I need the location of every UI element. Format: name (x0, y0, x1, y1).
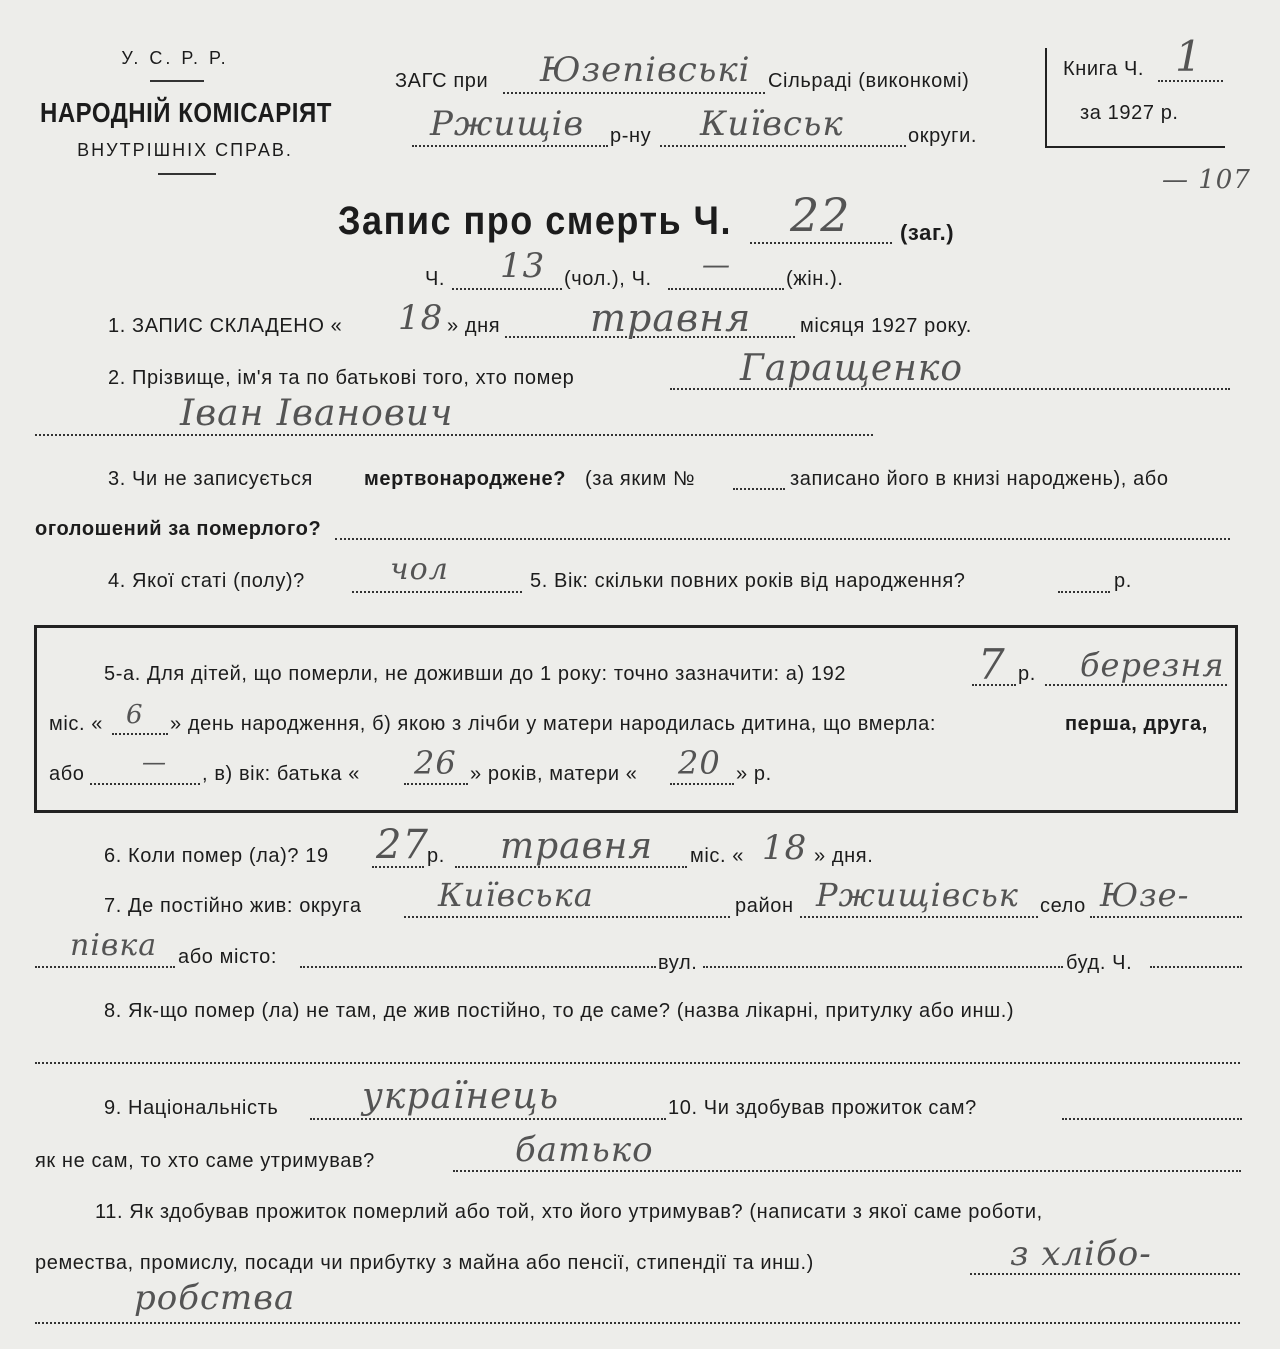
f5a-line1: 5-а. Для дітей, що померли, не доживши до 1 року: точно зазначити: а) 192 (104, 663, 847, 685)
f6-end: » дня. (814, 845, 874, 867)
f7-selo-handwritten: Юзе- (1100, 876, 1190, 914)
header-divider (150, 80, 204, 82)
f2-name-handwritten: Іван Іванович (180, 393, 454, 434)
f3-declared-dead: оголошений за померлого? (35, 518, 322, 540)
f5a-mis: міс. « (49, 713, 104, 735)
f11-line1: 11. Як здобував прожиток померлий або той, хто його утримував? (написати з якої саме роботи, (95, 1201, 1043, 1223)
f5a-order-handwritten: — (142, 748, 167, 776)
book-bracket-vertical (1045, 48, 1047, 148)
record-number-line (750, 242, 892, 244)
f3-stillborn: мертвонароджене? (364, 468, 567, 490)
f5a-day-handwritten: 6 (126, 700, 144, 730)
f5a-line3a: , в) вік: батька « (202, 763, 360, 785)
male-prefix: Ч. (425, 268, 446, 290)
f10-who-handwritten: батько (515, 1130, 654, 1170)
record-number-handwritten: 22 (790, 188, 851, 242)
book-label: Книга Ч. (1063, 58, 1145, 80)
f7-label: 7. Де постійно жив: округа (104, 895, 362, 917)
f1-month-handwritten: травня (590, 296, 752, 340)
f1-label: 1. ЗАПИС СКЛАДЕНО « (108, 315, 343, 337)
f2-label: 2. Прізвище, ім'я та по батькові того, хто помер (108, 367, 575, 389)
f7-vul-label: вул. (658, 952, 698, 974)
f10-who-label: як не сам, то хто саме утримував? (35, 1150, 375, 1172)
f6-mis: міс. « (690, 845, 745, 867)
f6-label: 6. Коли помер (ла)? 19 (104, 845, 329, 867)
f2-name-line (35, 434, 873, 436)
f8-place-line (35, 1062, 1240, 1064)
f11-occupation-handwritten2: робства (134, 1278, 296, 1318)
district-handwritten: Ржищів (430, 104, 585, 144)
district-label: р-ну (610, 125, 652, 147)
f5a-mother-handwritten: 20 (678, 744, 721, 782)
f5a-abo: або (49, 763, 85, 785)
f6-year-handwritten: 27 (376, 822, 429, 868)
f4-sex-handwritten: чол (390, 552, 449, 587)
commissariat-title: НАРОДНІЙ КОМІСАРІЯТ (40, 97, 332, 129)
f1-mid: » дня (447, 315, 501, 337)
female-count-line (668, 288, 784, 290)
f7-selo2-line (35, 966, 175, 968)
f9-nationality-handwritten: українець (362, 1076, 560, 1117)
f5a-line2: » день народження, б) якою з лічби у матери народилась дитина, що вмерла: (170, 713, 936, 735)
f1-day-handwritten: 18 (398, 298, 444, 338)
f4-label: 4. Якої статі (полу)? (108, 570, 305, 592)
f5a-year-handwritten: 7 (978, 640, 1006, 689)
f5a-father-line (404, 783, 468, 785)
f7-vul-line (703, 966, 1063, 968)
f10-self-line (1062, 1118, 1242, 1120)
department-label: ВНУТРІШНІХ СПРАВ. (77, 140, 293, 160)
f11-line2: ремества, промислу, посади чи прибутку з майна або пенсії, стипендії та инш.) (35, 1252, 814, 1274)
f7-misto-label: або місто: (178, 946, 278, 968)
okrug-label: округи. (908, 125, 977, 147)
f6-month-handwritten: травня (500, 826, 654, 867)
f7-bud-line (1150, 966, 1242, 968)
f5a-year-unit: р. (1018, 663, 1036, 685)
f10-who-line (453, 1170, 1241, 1172)
f7-misto-line (300, 966, 656, 968)
male-count-handwritten: 13 (500, 246, 546, 286)
male-label: (чол.), Ч. (564, 268, 652, 290)
f5-age-label: 5. Вік: скільки повних років від народження? (530, 570, 966, 592)
okrug-handwritten: Київськ (700, 104, 844, 144)
f7-selo-label: село (1040, 895, 1086, 917)
f7-rayon-label: район (735, 895, 794, 917)
f7-selo2-handwritten: півка (70, 928, 158, 963)
f5a-order-line (90, 783, 200, 785)
header-divider-bottom (158, 173, 216, 175)
f5a-line3c: » р. (736, 763, 772, 785)
village-line (503, 92, 765, 94)
f5-age-unit: р. (1114, 570, 1132, 592)
f9-label: 9. Національність (104, 1097, 279, 1119)
f6-day-handwritten: 18 (762, 828, 808, 868)
f7-okrug-line (404, 916, 730, 918)
f3-number-line (733, 488, 785, 490)
margin-note: — 107 (1162, 165, 1251, 195)
f6-year-unit: р. (427, 845, 445, 867)
f7-rayon-handwritten: Ржищівськ (816, 876, 1019, 914)
f5a-month-handwritten: березня (1080, 646, 1225, 684)
f7-okrug-handwritten: Київська (438, 876, 594, 914)
f5a-father-handwritten: 26 (414, 744, 457, 782)
book-year: за 1927 р. (1080, 102, 1179, 124)
record-title: Запис про смерть Ч. (338, 197, 732, 243)
f3-declared-line (335, 538, 1230, 540)
female-count-handwritten: — (702, 248, 731, 281)
f3-part2: (за яким № (585, 468, 696, 490)
f5a-mother-line (670, 783, 734, 785)
f5a-line3b: » років, матери « (470, 763, 638, 785)
f5a-day-line (112, 733, 168, 735)
f8-label: 8. Як-що помер (ла) не там, де жив постійно, то де саме? (назва лікарні, притулку або инш.) (104, 1000, 1015, 1022)
male-count-line (452, 288, 562, 290)
village-handwritten: Юзепівські (540, 50, 751, 90)
district-line (412, 145, 608, 147)
f1-end: місяця 1927 року. (800, 315, 972, 337)
record-suffix: (заг.) (900, 220, 955, 245)
f5-age-line (1058, 591, 1110, 593)
f11-occupation-handwritten: з хлібо- (1010, 1234, 1152, 1274)
f7-bud-label: буд. Ч. (1066, 952, 1133, 974)
council-label: Сільраді (виконкомі) (768, 70, 970, 92)
f9-nationality-line (310, 1118, 666, 1120)
f5a-month-line (1045, 684, 1227, 686)
f7-selo-line (1090, 916, 1242, 918)
female-label: (жін.). (786, 268, 844, 290)
f3-part1: 3. Чи не записується (108, 468, 313, 490)
republic-label: У. С. Р. Р. (121, 48, 229, 68)
f4-sex-line (352, 591, 522, 593)
f5a-birth-order: перша, друга, (1065, 713, 1208, 735)
f10-label: 10. Чи здобував прожиток сам? (668, 1097, 977, 1119)
f7-rayon-line (800, 916, 1038, 918)
book-bracket-horizontal (1045, 146, 1225, 148)
f2-surname-handwritten: Гаращенко (740, 348, 964, 389)
zags-prefix: ЗАГС при (395, 70, 489, 92)
okrug-line (660, 145, 906, 147)
book-number-handwritten: 1 (1175, 32, 1203, 81)
f11-occupation-line2 (35, 1322, 1240, 1324)
f3-part3: записано його в книзі народжень), або (790, 468, 1169, 490)
